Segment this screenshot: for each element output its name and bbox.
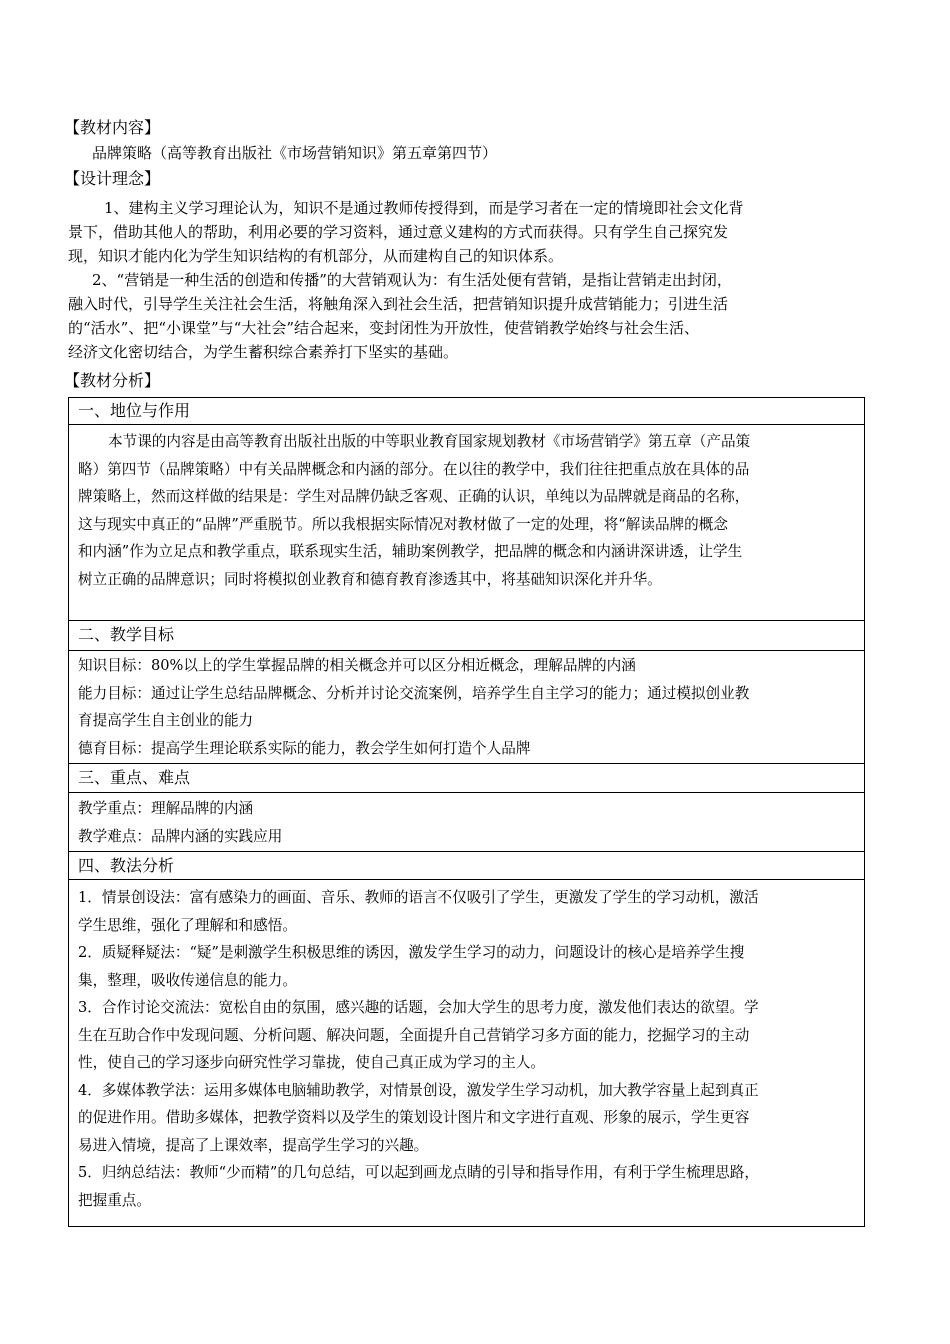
paragraph-line: 1、建构主义学习理论认为，知识不是通过教师传授得到，而是学习者在一定的情境即社会文化背	[104, 199, 744, 217]
table-row-line: 2．质疑释疑法：“疑”是刺激学生积极思维的诱因，激发学生学习的动力，问题设计的核心是培养学生搜	[78, 944, 745, 961]
textbook-content-text: 品牌策略（高等教育出版社《市场营销知识》第五章第四节）	[92, 144, 498, 162]
paragraph-line: 融入时代，引导学生关注社会生活，将触角深入到社会生活，把营销知识提升成营销能力；引进生活	[68, 295, 729, 313]
table-row-line: 性，使自己的学习逐步向研究性学习靠拢，使自己真正成为学习的主人。	[78, 1054, 546, 1071]
heading-design-concept: 【设计理念】	[64, 169, 161, 188]
table-row-line: 学生思维，强化了理解和和感悟。	[78, 916, 297, 934]
row-title: 一、地位与作用	[78, 401, 191, 420]
design-concept-body	[68, 196, 828, 364]
table-row-line: 教学难点：品牌内涵的实践应用	[78, 827, 283, 845]
paragraph-line: 2、“营销是一种生活的创造和传播”的大营销观认为：有生活处便有营销，是指让营销走出封闭，	[92, 271, 732, 289]
table-row-body-key-points	[69, 793, 864, 852]
paragraph-line: 的“活水”、把“小课堂”与“大社会”结合起来，变封闭性为开放性，使营销教学始终与社会生活、	[68, 319, 700, 337]
table-row-line: 的促进作用。借助多媒体，把教学资料以及学生的策划设计图片和文字进行直观、形象的展示，学生更容	[78, 1109, 750, 1126]
table-row-line: 牌策略上，然而这样做的结果是：学生对品牌仍缺乏客观、正确的认识，单纯以为品牌就是商品的名称，	[78, 488, 750, 505]
table-row-body-methods	[69, 880, 864, 1226]
table-row-line: 这与现实中真正的“品牌”严重脱节。所以我根据实际情况对教材做了一定的处理，将“解读品牌的概念	[78, 515, 728, 533]
table-row-line: 德育目标：提高学生理论联系实际的能力，教会学生如何打造个人品牌	[78, 739, 531, 757]
row-title: 二、教学目标	[78, 625, 175, 644]
paragraph-line: 现，知识才能内化为学生知识结构的有机部分，从而建构自己的知识体系。	[68, 247, 564, 265]
table-row-line: 把握重点。	[78, 1191, 151, 1209]
table-row-line: 4．多媒体教学法：运用多媒体电脑辅助教学，对情景创设，激发学生学习动机，加大教学容量上起到真正	[78, 1081, 759, 1099]
table-row-header-objectives	[69, 621, 864, 651]
table-row-line: 5．归纳总结法：教师“少而精”的几句总结，可以起到画龙点睛的引导和指导作用，有利于学生梳理思路，	[78, 1164, 759, 1181]
table-row-line: 本节课的内容是由高等教育出版社出版的中等职业教育国家规划教材《市场营销学》第五章（产品策	[108, 433, 751, 450]
paragraph-line: 经济文化密切结合，为学生蓄积综合素养打下坚实的基础。	[68, 343, 459, 361]
table-row-body-position	[69, 425, 864, 621]
analysis-table	[68, 397, 865, 1227]
table-row-line: 知识目标：80%以上的学生掌握品牌的相关概念并可以区分相近概念，理解品牌的内涵	[78, 657, 636, 674]
table-row-line: 1．情景创设法：富有感染力的画面、音乐、教师的语言不仅吸引了学生，更激发了学生的学习动机，激活	[78, 889, 759, 906]
table-row-header-key-points	[69, 764, 864, 793]
heading-textbook-analysis: 【教材分析】	[64, 371, 161, 390]
table-row-line: 教学重点：理解品牌的内涵	[78, 800, 254, 817]
paragraph-line: 景下，借助其他人的帮助，利用必要的学习资料，通过意义建构的方式而获得。只有学生自己探究发	[68, 223, 729, 241]
table-row-line: 生在互助合作中发现问题、分析问题、解决问题，全面提升自己营销学习多方面的能力，挖掘学习的主动	[78, 1026, 750, 1044]
table-row-line: 略）第四节（品牌策略）中有关品牌概念和内涵的部分。在以往的教学中，我们往往把重点放在具体的品	[78, 460, 750, 478]
row-title: 四、教法分析	[78, 856, 175, 875]
table-row-header-methods	[69, 852, 864, 880]
table-row-line: 和内涵”作为立足点和教学重点，联系现实生活，辅助案例教学，把品牌的概念和内涵讲深讲透，让学生	[78, 543, 743, 560]
table-row-line: 能力目标：通过让学生总结品牌概念、分析并讨论交流案例，培养学生自主学习的能力；通过模拟创业教	[78, 684, 750, 702]
table-row-line: 树立正确的品牌意识；同时将模拟创业教育和德育教育渗透其中，将基础知识深化并升华。	[78, 570, 662, 588]
table-row-line: 育提高学生自主创业的能力	[78, 712, 254, 729]
table-row-body-objectives	[69, 651, 864, 764]
table-row-header-position	[69, 398, 864, 425]
table-row-line: 易进入情境，提高了上课效率，提高学生学习的兴趣。	[78, 1136, 429, 1154]
row-title: 三、重点、难点	[78, 768, 191, 787]
table-row-line: 3．合作讨论交流法：宽松自由的氛围，感兴趣的话题，会加大学生的思考力度，激发他们表达的欲望。学	[78, 999, 759, 1016]
heading-textbook-content: 【教材内容】	[64, 118, 161, 137]
table-row-line: 集，整理，吸收传递信息的能力。	[78, 971, 297, 989]
